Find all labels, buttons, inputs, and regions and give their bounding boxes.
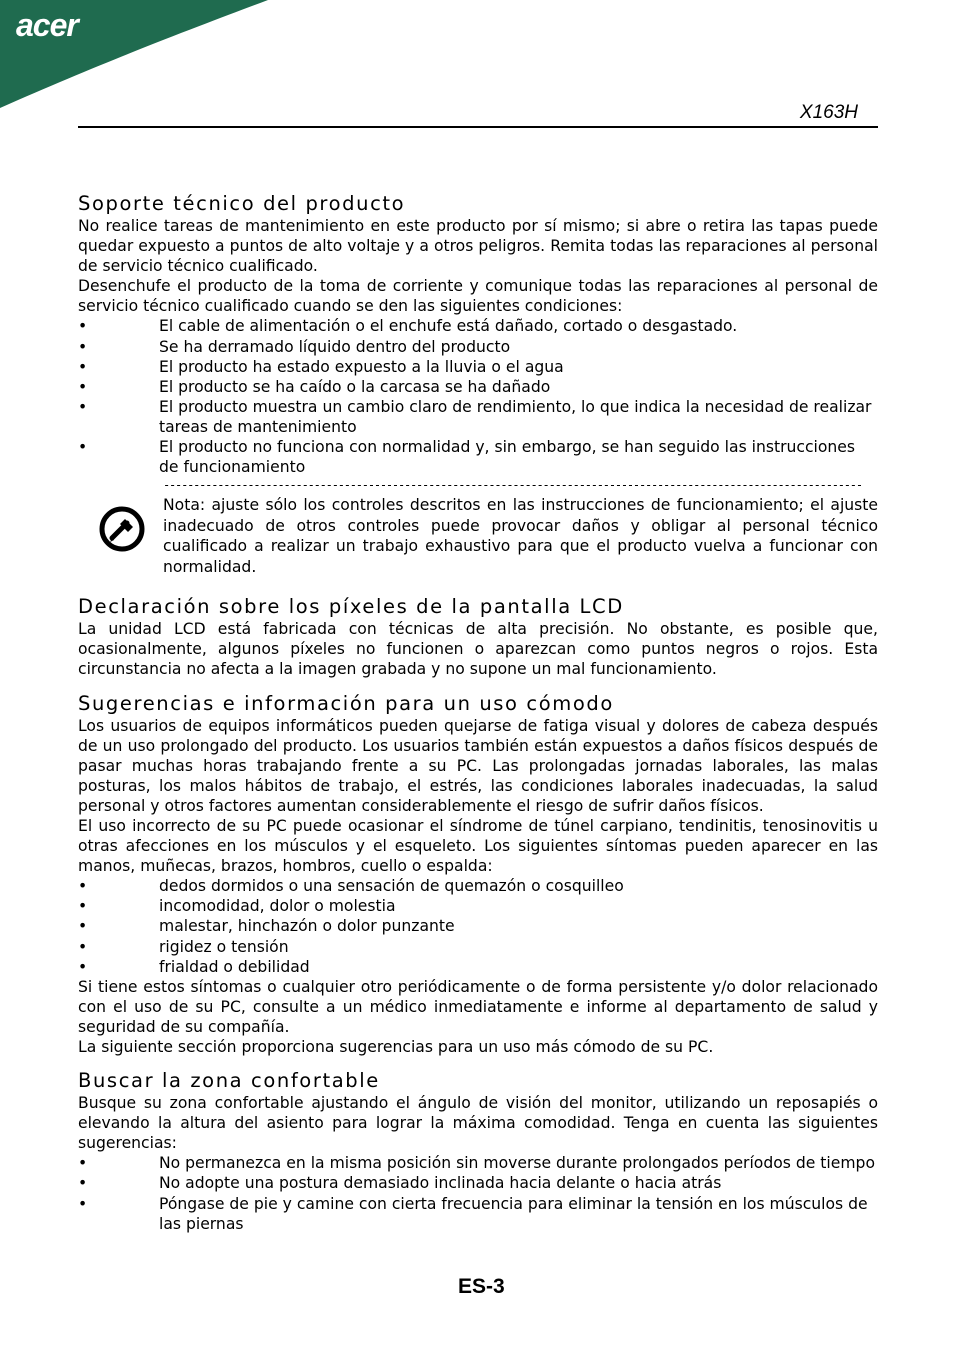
paragraph: Si tiene estos síntomas o cualquier otro periódicamente o de forma persistente y/o dolor relacionado con el uso de su PC, consulte a un médico inmediatamente e informe al departamento de salud y seguridad de su compañía.	[78, 977, 878, 1036]
list-item-text: No adopte una postura demasiado inclinada hacia delante o hacia atrás	[159, 1174, 722, 1193]
acer-logo-text: acer	[16, 7, 78, 43]
page-content	[78, 192, 878, 1234]
bullet-mark: •	[78, 1154, 88, 1173]
list-item-text: dedos dormidos o una sensación de quemazón o cosquilleo	[159, 877, 624, 896]
list-item	[78, 937, 878, 957]
list-item-text: Se ha derramado líquido dentro del producto	[159, 337, 511, 356]
list-item-text: incomodidad, dolor o molestia	[159, 897, 396, 916]
bullet-mark: •	[78, 897, 88, 916]
bullet-mark: •	[78, 877, 88, 896]
bullet-mark: •	[78, 317, 88, 336]
list-item-text: malestar, hinchazón o dolor punzante	[159, 917, 455, 936]
list-item-text: frialdad o debilidad	[159, 957, 310, 976]
section-product-support	[78, 192, 878, 577]
list-item	[78, 916, 878, 936]
bullet-mark: •	[78, 1174, 88, 1193]
paragraph: El uso incorrecto de su PC puede ocasionar el síndrome de túnel carpiano, tendinitis, tenosinovitis u otras afecciones en los músculos y el esqueleto. Los siguientes síntomas pueden aparecer en las manos, muñecas, brazos, hombros, cuello o espalda:	[78, 816, 878, 876]
bullet-list	[78, 1153, 878, 1233]
list-item	[78, 896, 878, 916]
list-item-text: rigidez o tensión	[159, 937, 289, 956]
note-text: Nota: ajuste sólo los controles descritos en las instrucciones de funcionamiento; el ajuste inadecuado de otros controles puede provocar daños y obligar al personal técnico cualificado a realizar un trabajo exhaustivo para que el producto vuelva a funcionar con normalidad.	[163, 496, 878, 576]
note-box	[78, 495, 878, 577]
bullet-mark: •	[78, 1194, 88, 1213]
section-lcd-pixels	[78, 595, 878, 679]
list-item	[78, 957, 878, 977]
bullet-mark: •	[78, 337, 88, 356]
bullet-mark: •	[78, 377, 88, 396]
bullet-list	[78, 876, 878, 976]
note-icon	[98, 505, 146, 553]
list-item	[78, 337, 878, 357]
paragraph: Los usuarios de equipos informáticos pueden quejarse de fatiga visual y dolores de cabeza después de un uso prolongado del producto. Los usuarios también están expuestos a daños físicos después de pasar muchas horas trabajando frente a su PC. Las prolongadas jornadas laborales, las malas posturas, los malos hábitos de trabajo, el estrés, las condiciones laborales inadecuadas, la salud personal y otros factores aumentan considerablemente el riesgo de sufrir daños físicos.	[78, 716, 878, 815]
bullet-mark: •	[78, 957, 88, 976]
paragraph: La unidad LCD está fabricada con técnicas de alta precisión. No obstante, es posible que, ocasionalmente, algunos píxeles no funcionen o aparezcan como puntos negros o rojos. Esta circunstancia no afecta a la imagen grabada y no supone un mal funcionamiento.	[78, 620, 878, 679]
section-comfort-zone	[78, 1069, 878, 1234]
acer-logo	[0, 0, 270, 110]
list-item	[78, 1153, 878, 1173]
paragraph: Desenchufe el producto de la toma de corriente y comunique todas las reparaciones al personal de servicio técnico cualificado cuando se den las siguientes condiciones:	[78, 277, 878, 316]
section-title: Declaración sobre los píxeles de la pantalla LCD	[78, 595, 624, 619]
list-item	[78, 397, 878, 437]
list-item-text: El producto muestra un cambio claro de rendimiento, lo que indica la necesidad de realizar tareas de mantenimiento	[159, 397, 872, 436]
list-item	[78, 437, 878, 477]
list-item-text: El producto ha estado expuesto a la lluvia o el agua	[159, 357, 564, 376]
paragraph: No realice tareas de mantenimiento en este producto por sí mismo; si abre o retira las tapas puede quedar expuesto a puntos de alto voltaje y a otros peligros. Remita todas las reparaciones al personal de servicio técnico cualificado.	[78, 217, 878, 276]
list-item	[78, 357, 878, 377]
list-item	[78, 377, 878, 397]
bullet-mark: •	[78, 438, 88, 457]
list-item-text: No permanezca en la misma posición sin moverse durante prolongados períodos de tiempo	[159, 1154, 875, 1173]
model-number: X163H	[799, 102, 858, 123]
list-item	[78, 1173, 878, 1193]
bullet-mark: •	[78, 937, 88, 956]
paragraph: La siguiente sección proporciona sugerencias para un uso más cómodo de su PC.	[78, 1038, 714, 1056]
bullet-mark: •	[78, 917, 88, 936]
list-item-text: El producto se ha caído o la carcasa se ha dañado	[159, 377, 551, 396]
paragraph: Busque su zona confortable ajustando el ángulo de visión del monitor, utilizando un reposapiés o elevando la altura del asiento para lograr la máxima comodidad. Tenga en cuenta las siguientes sugerencias:	[78, 1094, 878, 1153]
section-title: Soporte técnico del producto	[78, 192, 406, 215]
section-title: Buscar la zona confortable	[78, 1069, 380, 1093]
note-separator: --------------------------------------------------------------------------------------------------------------------	[163, 478, 862, 493]
list-item	[78, 316, 878, 336]
bullet-mark: •	[78, 397, 88, 416]
list-item	[78, 1194, 878, 1234]
list-item-text: El cable de alimentación o el enchufe está dañado, cortado o desgastado.	[159, 317, 738, 336]
bullet-list	[78, 316, 878, 477]
section-title: Sugerencias e información para un uso cómodo	[78, 691, 614, 715]
list-item-text: Póngase de pie y camine con cierta frecuencia para eliminar la tensión en los músculos de las piernas	[159, 1194, 868, 1233]
section-comfort-tips	[78, 692, 878, 1058]
header-rule	[78, 126, 878, 128]
list-item-text: El producto no funciona con normalidad y, sin embargo, se han seguido las instrucciones de funcionamiento	[159, 438, 856, 477]
bullet-mark: •	[78, 357, 88, 376]
page-number: ES-3	[458, 1275, 505, 1298]
list-item	[78, 876, 878, 896]
